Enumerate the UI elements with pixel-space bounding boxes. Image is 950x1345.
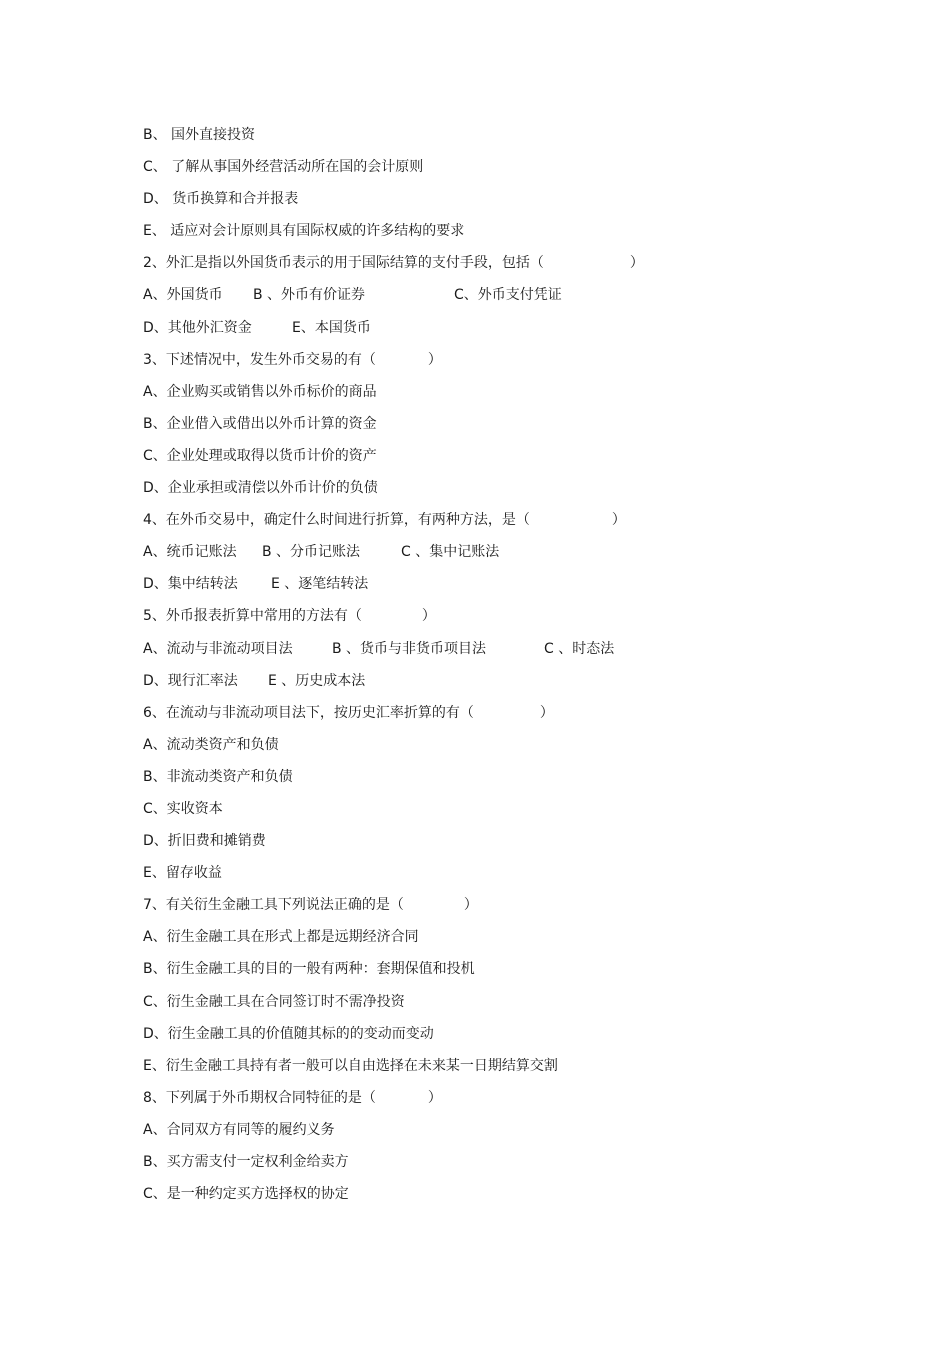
option-line bbox=[143, 764, 843, 796]
question-text: 2、外汇是指以外国货币表示的用于国际结算的支付手段，包括（ bbox=[143, 255, 544, 272]
option-line bbox=[143, 122, 843, 154]
option-text: D、现行汇率法 bbox=[143, 672, 238, 689]
option-line bbox=[143, 315, 843, 347]
option-text: C 、集中记账法 bbox=[401, 544, 500, 561]
option-text: C、实收资本 bbox=[143, 800, 223, 817]
answer-bracket-close: ） bbox=[427, 351, 442, 368]
option-text: A、衍生金融工具在形式上都是远期经济合同 bbox=[143, 929, 419, 946]
option-line bbox=[143, 668, 843, 700]
option-text: E、本国货币 bbox=[292, 319, 371, 336]
question-text: 4、在外币交易中，确定什么时间进行折算，有两种方法，是（ bbox=[143, 512, 530, 529]
option-line bbox=[143, 186, 843, 218]
option-text: D、 货币换算和合并报表 bbox=[143, 191, 299, 208]
question-line bbox=[143, 1085, 843, 1117]
option-text: D、企业承担或清偿以外币计价的负债 bbox=[143, 480, 378, 497]
question-line bbox=[143, 250, 843, 282]
option-text: C、 了解从事国外经营活动所在国的会计原则 bbox=[143, 159, 424, 176]
option-text: E 、历史成本法 bbox=[268, 672, 366, 689]
option-text: D、衍生金融工具的价值随其标的的变动而变动 bbox=[143, 1025, 434, 1042]
option-text: C、是一种约定买方选择权的协定 bbox=[143, 1186, 349, 1203]
option-text: B 、外币有价证券 bbox=[253, 287, 366, 304]
option-text: B、 国外直接投资 bbox=[143, 127, 256, 143]
question-line bbox=[143, 892, 843, 924]
option-line bbox=[143, 475, 843, 507]
option-line bbox=[143, 411, 843, 443]
answer-bracket-close: ） bbox=[427, 1089, 442, 1106]
option-line bbox=[143, 571, 843, 603]
option-text: C 、时态法 bbox=[544, 640, 615, 657]
question-text: 6、在流动与非流动项目法下，按历史汇率折算的有（ bbox=[143, 704, 474, 721]
option-text: C、衍生金融工具在合同签订时不需净投资 bbox=[143, 993, 405, 1010]
answer-bracket-close: ） bbox=[611, 512, 626, 529]
option-text: A、企业购买或销售以外币标价的商品 bbox=[143, 383, 377, 400]
option-line bbox=[143, 860, 843, 892]
option-text: C、企业处理或取得以货币计价的资产 bbox=[143, 447, 377, 464]
option-line bbox=[143, 989, 843, 1021]
option-text: D、折旧费和摊销费 bbox=[143, 833, 266, 850]
option-line bbox=[143, 828, 843, 860]
question-text: 5、外币报表折算中常用的方法有（ bbox=[143, 608, 362, 625]
option-text: A、外国货币 bbox=[143, 287, 223, 304]
option-text: B、买方需支付一定权利金给卖方 bbox=[143, 1154, 349, 1170]
question-line bbox=[143, 347, 843, 379]
option-text: B 、货币与非货币项目法 bbox=[332, 640, 487, 657]
option-line bbox=[143, 1053, 843, 1085]
option-line bbox=[143, 1021, 843, 1053]
option-line bbox=[143, 379, 843, 411]
option-text: A、合同双方有同等的履约义务 bbox=[143, 1121, 335, 1138]
answer-bracket-close: ） bbox=[463, 897, 478, 914]
option-text: B 、分币记账法 bbox=[262, 544, 361, 561]
option-line bbox=[143, 956, 843, 988]
option-text: D、其他外汇资金 bbox=[143, 319, 252, 336]
option-text: B、非流动类资产和负债 bbox=[143, 768, 293, 785]
option-text: D、集中结转法 bbox=[143, 576, 238, 593]
question-text: 3、下述情况中，发生外币交易的有（ bbox=[143, 351, 376, 368]
option-line bbox=[143, 282, 843, 314]
question-line bbox=[143, 700, 843, 732]
question-list bbox=[143, 122, 843, 1213]
answer-bracket-close: ） bbox=[421, 608, 436, 625]
option-text: E、 适应对会计原则具有国际权威的许多结构的要求 bbox=[143, 223, 465, 240]
option-line bbox=[143, 1181, 843, 1213]
option-line bbox=[143, 796, 843, 828]
option-text: A、流动类资产和负债 bbox=[143, 736, 279, 753]
option-line bbox=[143, 636, 843, 668]
option-text: C、外币支付凭证 bbox=[454, 287, 562, 304]
option-line bbox=[143, 1117, 843, 1149]
option-text: B、衍生金融工具的目的一般有两种：套期保值和投机 bbox=[143, 961, 475, 978]
option-text: A、统币记账法 bbox=[143, 544, 237, 561]
option-text: E、留存收益 bbox=[143, 865, 222, 882]
question-text: 8、下列属于外币期权合同特征的是（ bbox=[143, 1089, 376, 1106]
option-line bbox=[143, 443, 843, 475]
option-line bbox=[143, 154, 843, 186]
question-line bbox=[143, 603, 843, 635]
option-line bbox=[143, 924, 843, 956]
option-line bbox=[143, 218, 843, 250]
option-line bbox=[143, 1149, 843, 1181]
question-line bbox=[143, 507, 843, 539]
option-text: E 、逐笔结转法 bbox=[271, 576, 369, 593]
option-line bbox=[143, 539, 843, 571]
option-text: B、企业借入或借出以外币计算的资金 bbox=[143, 415, 377, 432]
answer-bracket-close: ） bbox=[629, 255, 644, 272]
option-line bbox=[143, 732, 843, 764]
answer-bracket-close: ） bbox=[539, 704, 554, 721]
option-text: E、衍生金融工具持有者一般可以自由选择在未来某一日期结算交割 bbox=[143, 1057, 558, 1074]
option-text: A、流动与非流动项目法 bbox=[143, 640, 293, 657]
question-text: 7、有关衍生金融工具下列说法正确的是（ bbox=[143, 897, 404, 914]
